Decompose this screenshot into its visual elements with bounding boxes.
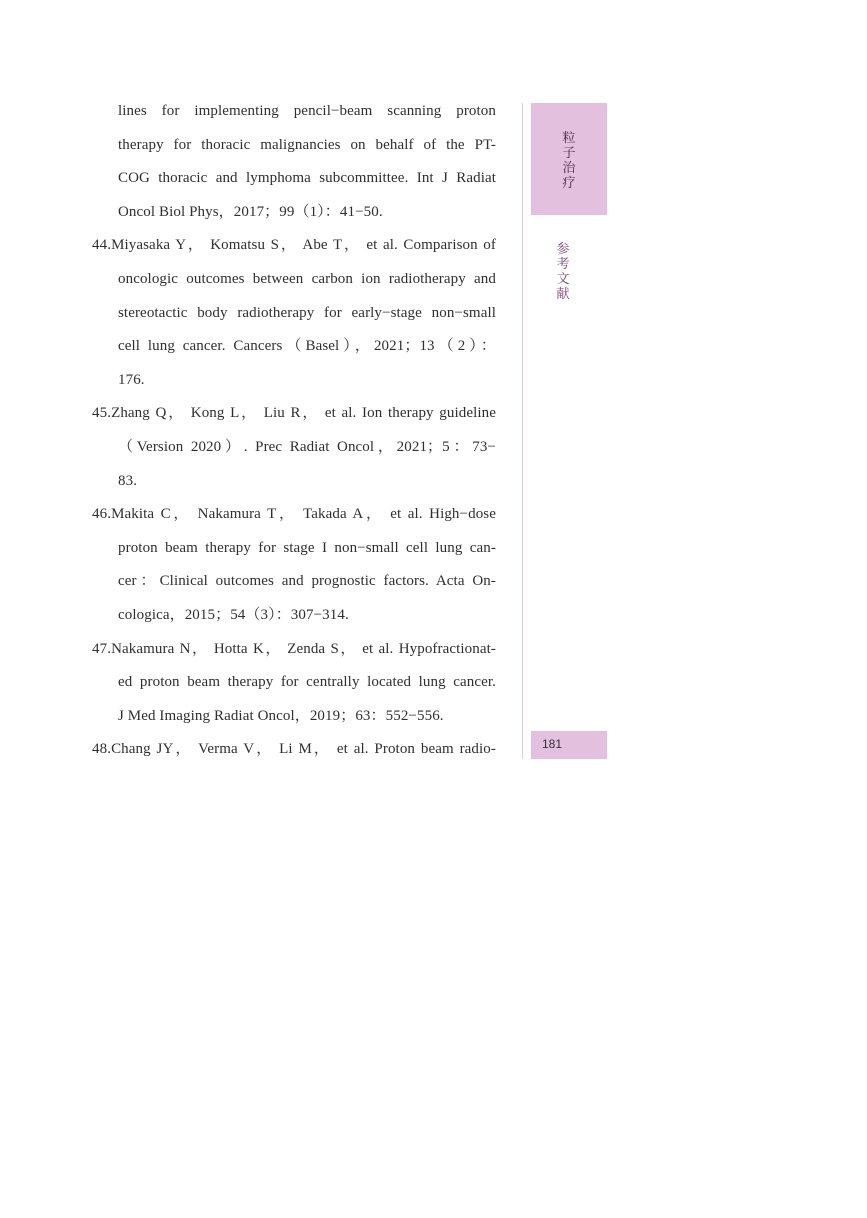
reference-line: lines for implementing pencil−beam scanning proton <box>118 103 496 119</box>
page-number-box <box>531 731 607 759</box>
reference-line: Nakamura N， Hotta K， Zenda S， et al. Hypofractionat- <box>111 640 496 657</box>
reference-line: 83. <box>118 472 138 489</box>
chapter-tab-title: 粒子治疗 <box>562 131 576 191</box>
reference-line: Oncol Biol Phys，2017；99（1）：41−50. <box>118 203 383 220</box>
reference-line: Miyasaka Y， Komatsu S， Abe T， et al. Comparison of <box>111 237 496 254</box>
reference-line: cer：Clinical outcomes and prognostic factors. Acta On- <box>118 573 496 590</box>
reference-item <box>92 95 496 229</box>
reference-line: Chang JY， Verma V， Li M， et al. Proton beam radio- <box>111 741 496 758</box>
reference-item <box>92 733 496 767</box>
reference-number: 47. <box>92 640 112 657</box>
reference-first-line <box>92 498 496 532</box>
reference-first-line <box>92 229 496 263</box>
reference-line: ed proton beam therapy for centrally located lung cancer. <box>118 674 496 691</box>
reference-number: 45. <box>92 405 112 422</box>
reference-list <box>92 95 496 767</box>
reference-line: J Med Imaging Radiat Oncol，2019；63：552−556. <box>118 707 444 724</box>
reference-number: 48. <box>92 741 112 758</box>
reference-item <box>92 633 496 734</box>
reference-item <box>92 498 496 632</box>
reference-number: 44. <box>92 237 112 254</box>
reference-line: cell lung cancer. Cancers（Basel），2021；13（2）： <box>118 338 496 355</box>
margin-divider <box>522 103 523 759</box>
reference-number: 46. <box>92 506 112 523</box>
reference-line: therapy for thoracic malignancies on behalf of the PT- <box>118 136 496 153</box>
reference-first-line <box>92 397 496 431</box>
reference-line: Makita C， Nakamura T， Takada A， et al. High−dose <box>111 506 496 523</box>
chapter-tab <box>531 103 607 215</box>
reference-item <box>92 397 496 498</box>
reference-line: Zhang Q， Kong L， Liu R， et al. Ion therapy guideline <box>111 405 496 422</box>
reference-first-line <box>92 633 496 667</box>
reference-item <box>92 229 496 397</box>
reference-line: cologica，2015；54（3）：307−314. <box>118 606 349 623</box>
section-label: 参考文献 <box>556 242 570 302</box>
reference-line: （Version 2020）. Prec Radiat Oncol，2021；5：73− <box>118 438 496 455</box>
reference-first-line <box>92 733 496 767</box>
page-number: 181 <box>542 737 563 751</box>
reference-line: oncologic outcomes between carbon ion radiotherapy and <box>118 270 496 287</box>
reference-line: proton beam therapy for stage I non−small cell lung can- <box>118 539 496 556</box>
reference-line: 176. <box>118 371 145 388</box>
reference-line: COG thoracic and lymphoma subcommittee. Int J Radiat <box>118 170 496 187</box>
reference-line: stereotactic body radiotherapy for early−stage non−small <box>118 304 496 321</box>
